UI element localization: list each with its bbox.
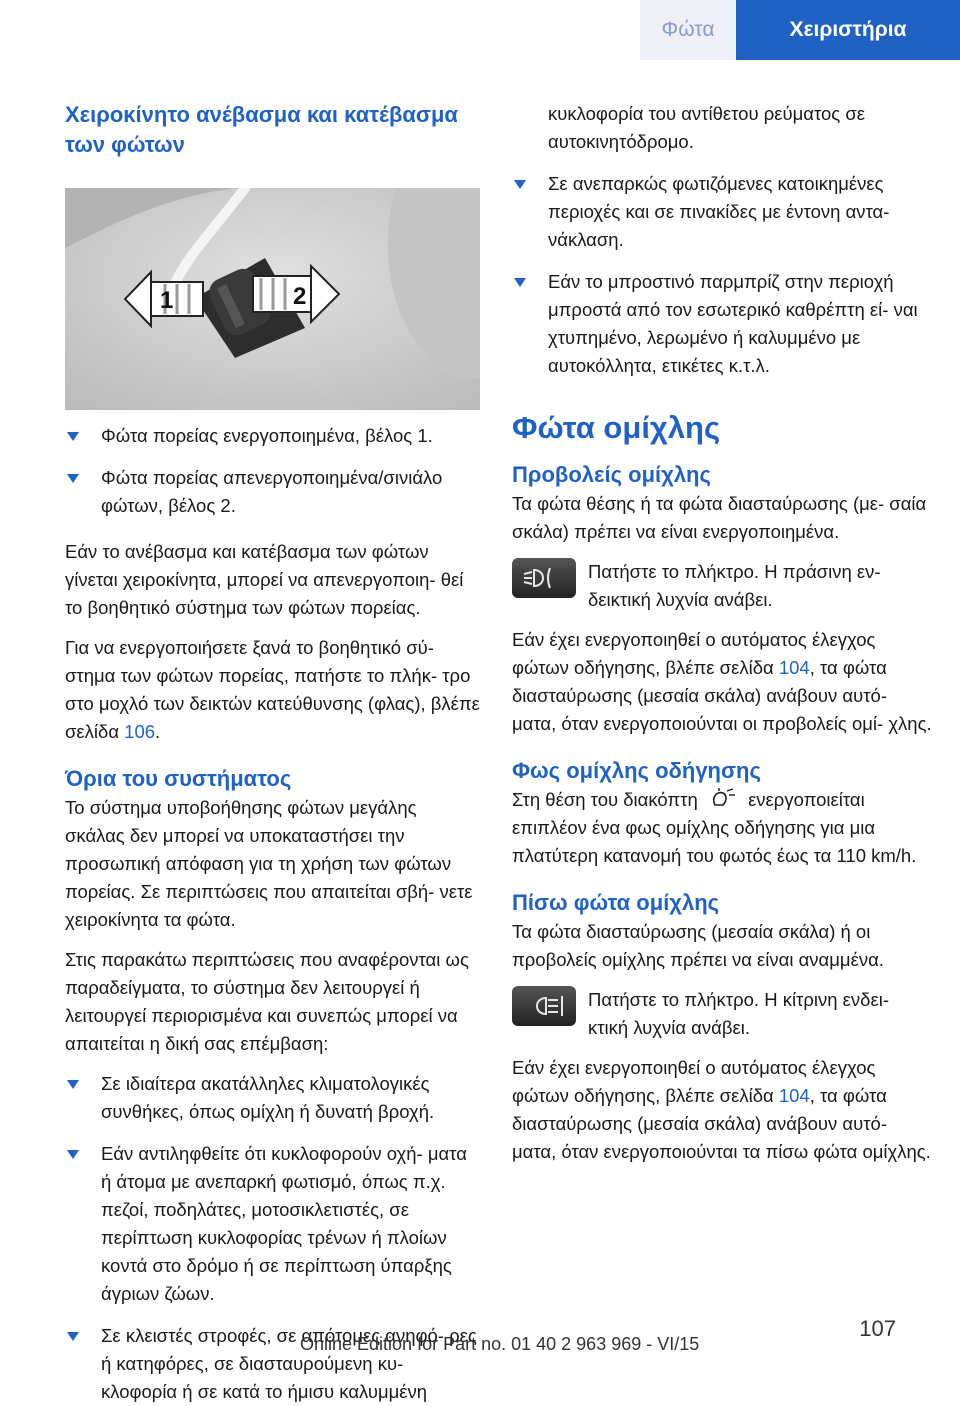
paragraph-driving-fog: Στη θέση του διακόπτη ενεργοποιείται επιπλέον ένα φως ομίχλης οδήγησης για μια πλατύτερη κατανομή του φωτός έως τα 110 km/h. (512, 789, 917, 866)
arrow-bullets (65, 422, 480, 520)
stalk-figure (65, 188, 480, 410)
edition-text: Online Edition for Part no. 01 40 2 963 969 - VI/15 (300, 1334, 700, 1354)
section-title-system-limits: Όρια του συστήματος (65, 766, 292, 791)
paragraph: Τα φώτα διασταύρωσης (μεσαία σκάλα) ή οι προβολείς ομίχλης πρέπει να είναι αναμμένα. (512, 921, 884, 970)
section-title-rear-fog: Πίσω φώτα ομίχλης (512, 890, 720, 915)
left-column (65, 100, 480, 1406)
paragraph-auto-rear: Εάν έχει ενεργοποιηθεί ο αυτόματος έλεγχος φώτων οδήγησης, βλέπε σελίδα 104, τα φώτα διασταύρωσης (μεσαία σκάλα) ανάβουν αυτό‐ ματα, όταν ενεργοποιούνται τα πίσω φώτα ομίχλης. (512, 1057, 931, 1162)
paragraph-text: Για να ενεργοποιήσετε ξανά το βοηθητικό σύ‐ στημα των φώτων πορείας, πατήστε το πλήκ‐ τρο στο μοχλό των δεικτών κατεύθυνσης (φλας), βλέπε σελίδα (65, 637, 480, 742)
paragraph: Τα φώτα θέσης ή τα φώτα διασταύρωσης (με‐ σαία σκάλα) πρέπει να είναι ενεργοποιημένα. (512, 493, 927, 542)
page-link-104[interactable]: 104 (778, 657, 810, 678)
section-title-driving-fog: Φως ομίχλης οδήγησης (512, 758, 761, 783)
arrow-2-label: 2 (293, 283, 307, 310)
section-title-fog-lights: Φώτα ομίχλης (512, 410, 721, 445)
paragraph: Στις παρακάτω περιπτώσεις που αναφέρονται ως παραδείγματα, το σύστημα δεν λειτουργεί ή λειτουργεί περιορισμένα και συνεπώς μπορεί να απαιτείται η δική σας επέμβαση: (65, 949, 469, 1054)
list-item: Εάν αντιληφθείτε ότι κυκλοφορούν οχή‐ ματα ή άτομα με ανεπαρκή φωτισμό, όπως π.χ. πεζοί, ποδηλάτες, μοτοσικλετιστές, σε περίπτωση κυκλοφορίας τρένων ή πλοίων κοντά στο δρόμο ή σε περίπτωση ύπαρξης άγριων ζώων. (65, 1140, 480, 1308)
switch-position-icon (709, 787, 737, 809)
list-item: Σε ιδιαίτερα ακατάλληλες κλιματολογικές συνθήκες, όπως ομίχλη ή δυνατή βροχή. (65, 1070, 480, 1126)
paragraph-reactivate: Για να ενεργοποιήσετε ξανά το βοηθητικό σύ‐ στημα των φώτων πορείας, πατήστε το πλήκ‐ τρο στο μοχλό των δεικτών κατεύθυνσης (φλας), βλέπε σελίδα 106. (65, 637, 480, 742)
arrow-1-label: 1 (160, 287, 174, 314)
limits-bullets-continued (512, 100, 932, 380)
paragraph: Πατήστε το πλήκτρο. Η πράσινη εν‐ δεικτική λυχνία ανάβει. (588, 561, 881, 610)
paragraph: Το σύστημα υποβοήθησης φώτων μεγάλης σκάλας δεν μπορεί να υποκαταστήσει την προσωπική απόφαση για τη χρήση των φώτων πορείας. Σε περιπτώσεις που απαιτείται σβή‐ νετε χειροκίνητα τα φώτα. (65, 797, 473, 930)
front-fog-button-row (512, 558, 932, 614)
right-column (512, 100, 932, 1166)
stalk-illustration (65, 188, 480, 410)
paragraph: Εάν το ανέβασμα και κατέβασμα των φώτων γίνεται χειροκίνητα, μπορεί να απενεργοποιη‐ θεί το βοηθητικό σύστημα των φώτων πορείας. (65, 541, 464, 618)
section-title-front-fog: Προβολείς ομίχλης (512, 462, 711, 487)
list-item: Σε κλειστές στροφές, σε απότομες ανηφό‐ ρες ή κατηφόρες, σε διασταυρούμενη κυ‐ κλοφορία ή σε κατά το ήμισυ καλυμμένη (65, 1322, 480, 1406)
header-tabs (640, 0, 960, 60)
page-link-104[interactable]: 104 (778, 1085, 810, 1106)
section-title-manual-dipping: Χειροκίνητο ανέβασμα και κατέβασμα των φώτων (65, 102, 458, 157)
rear-fog-button-row (512, 986, 932, 1042)
tab-section[interactable]: Φώτα (640, 0, 736, 60)
page-link-106[interactable]: 106 (124, 721, 156, 742)
list-item: Σε ανεπαρκώς φωτιζόμενες κατοικημένες περιοχές και σε πινακίδες με έντονη αντα‐ νάκλαση. (512, 170, 932, 254)
list-item: Εάν το μπροστινό παρμπρίζ στην περιοχή μπροστά από τον εσωτερικό καθρέπτη εί‐ ναι χτυπημένο, λερωμένο ή καλυμμένο με αυτοκόλλητα, ετικέτες κ.τ.λ. (512, 268, 932, 380)
rear-fog-button-icon (512, 986, 576, 1026)
paragraph-auto-front: Εάν έχει ενεργοποιηθεί ο αυτόματος έλεγχος φώτων οδήγησης, βλέπε σελίδα 104, τα φώτα διασταύρωσης (μεσαία σκάλα) ανάβουν αυτό‐ ματα, όταν ενεργοποιούνται οι προβολείς ομί‐ χλης. (512, 629, 932, 734)
front-fog-button-icon (512, 558, 576, 598)
list-item-continued: κυκλοφορία του αντίθετου ρεύματος σε αυτοκινητόδρομο. (548, 103, 866, 152)
tab-chapter[interactable]: Χειριστήρια (736, 0, 960, 60)
page-footer (0, 1316, 960, 1356)
page-number: 107 (859, 1316, 896, 1341)
list-item: Φώτα πορείας ενεργοποιημένα, βέλος 1. (65, 422, 480, 450)
paragraph: Πατήστε το πλήκτρο. Η κίτρινη ενδει‐ κτική λυχνία ανάβει. (588, 989, 889, 1038)
list-item: Φώτα πορείας απενεργοποιημένα/σινιάλο φώτων, βέλος 2. (65, 464, 480, 520)
